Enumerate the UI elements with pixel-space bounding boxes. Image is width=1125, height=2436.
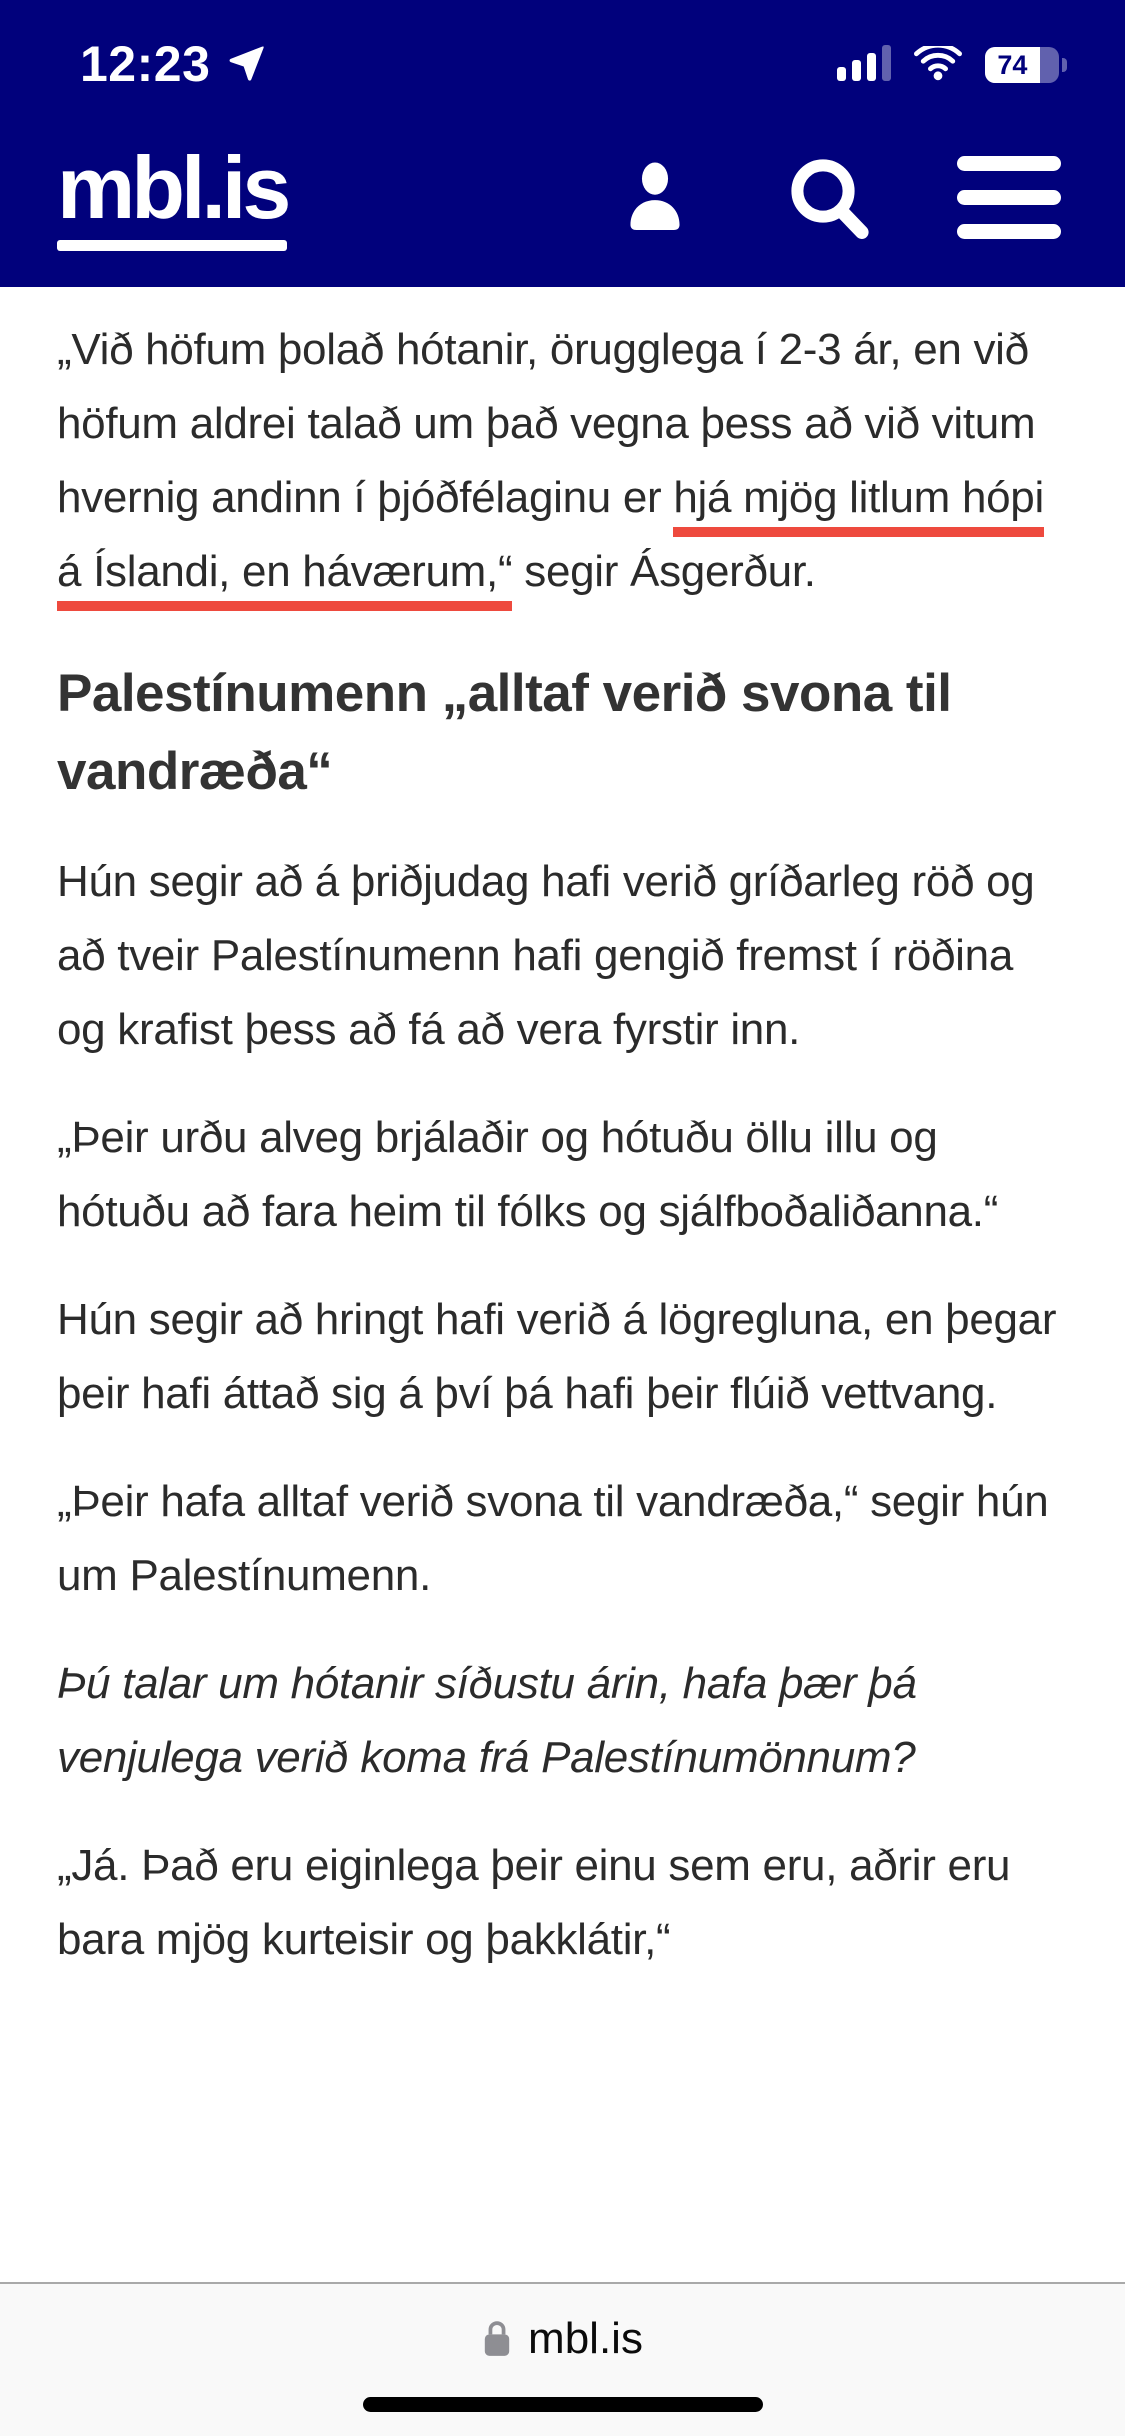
paragraph-quote-threats — [57, 313, 1069, 609]
cellular-signal-icon — [837, 45, 891, 83]
menu-button[interactable] — [957, 156, 1061, 239]
mbl-logo[interactable] — [57, 137, 288, 251]
quote-after: segir Ásgerður. — [512, 547, 816, 596]
mbl-header — [0, 0, 1125, 287]
menu-icon — [957, 156, 1061, 171]
article-body — [0, 287, 1125, 2282]
url-text: mbl.is — [528, 2314, 643, 2363]
paragraph-police-called: Hún segir að hringt hafi verið á lögregluna, en þegar þeir hafi áttað sig á því þá hafi þeir flúið vettvang. — [57, 1295, 1057, 1418]
wifi-icon — [913, 46, 963, 83]
quote-before: „Við höfum þolað hótanir, örugglega í 2-3 ár, en við höfum aldrei talað um það vegna þess að við vitum hvernig andinn í þjóðfélaginu er — [57, 325, 1036, 522]
mbl-logo-underline — [57, 240, 287, 251]
user-button[interactable] — [609, 151, 701, 243]
battery-icon — [985, 47, 1059, 83]
status-left — [80, 35, 268, 93]
paragraph-always-trouble: „Þeir hafa alltaf verið svona til vandræða,“ segir hún um Palestínumenn. — [57, 1477, 1049, 1600]
battery-percent: 74 — [997, 49, 1028, 80]
header-nav-row — [0, 114, 1125, 272]
header-icons — [609, 149, 1061, 245]
status-right — [837, 45, 1059, 83]
location-arrow-icon — [226, 43, 268, 85]
battery-fill — [985, 47, 1040, 83]
search-icon — [781, 149, 877, 245]
home-indicator[interactable] — [363, 2397, 763, 2412]
highlighted-quote: hjá mjög litlum hópi á Íslandi, en háværum,“ — [57, 473, 1044, 611]
section-heading: Palestínumenn „alltaf verið svona til vandræða“ — [57, 664, 952, 801]
user-icon — [609, 151, 701, 243]
status-bar — [0, 0, 1125, 114]
url-bar[interactable] — [0, 2314, 1125, 2364]
interview-question: Þú talar um hótanir síðustu árin, hafa þær þá venjulega verið koma frá Palestínumönnum? — [57, 1659, 917, 1782]
paragraph-threats-quote: „Þeir urðu alveg brjálaðir og hótuðu öllu illu og hótuðu að fara heim til fólks og sjálfboðaliðanna.“ — [57, 1113, 999, 1236]
lock-icon — [482, 2319, 512, 2359]
search-button[interactable] — [781, 149, 877, 245]
clock: 12:23 — [80, 36, 211, 92]
paragraph-tuesday-queue: Hún segir að á þriðjudag hafi verið gríðarleg röð og að tveir Palestínumenn hafi gengið fremst í röðina og krafist þess að fá að vera fyrstir inn. — [57, 857, 1035, 1054]
paragraph-answer: „Já. Það eru eiginlega þeir einu sem eru, aðrir eru bara mjög kurteisir og þakklátir,“ — [57, 1841, 1011, 1964]
safari-bottom-bar — [0, 2282, 1125, 2436]
mbl-logo-text: mbl.is — [57, 137, 288, 237]
